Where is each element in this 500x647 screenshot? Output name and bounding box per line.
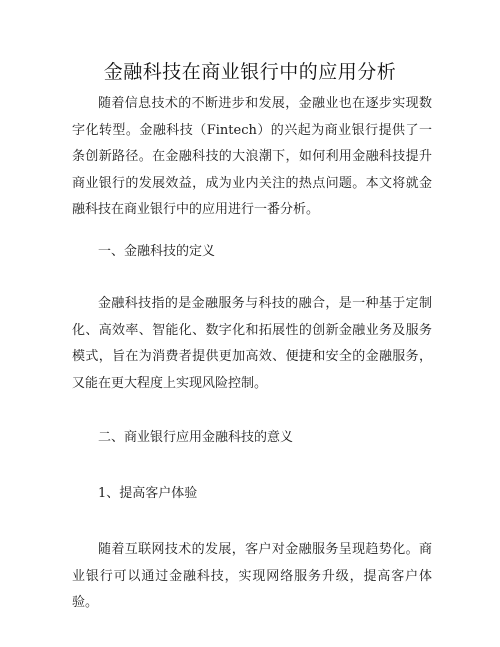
section1-paragraph: 金融科技指的是金融服务与科技的融合，是一种基于定制化、高效率、智能化、数字化和拓展性的创新金融业务及服务模式，旨在为消费者提供更加高效、便捷和安全的金融服务，又能在更大程度上实现风险控制。 <box>72 296 432 391</box>
subsection1-heading: 1、提高客户体验 <box>98 486 198 501</box>
subsection1-paragraph: 随着互联网技术的发展，客户对金融服务呈现趋势化。商业银行可以通过金融科技，实现网络服务升级，提高客户体验。 <box>72 542 432 610</box>
section1-heading: 一、金融科技的定义 <box>98 244 216 259</box>
section2-heading: 二、商业银行应用金融科技的意义 <box>98 430 294 445</box>
intro-paragraph: 随着信息技术的不断进步和发展，金融业也在逐步实现数字化转型。金融科技（Fintech）的兴起为商业银行提供了一条创新路径。在金融科技的大浪潮下，如何利用金融科技提升商业银行的发展效益，成为业内关注的热点问题。本文将就金融科技在商业银行中的应用进行一番分析。 <box>72 96 432 217</box>
document-title: 金融科技在商业银行中的应用分析 <box>103 61 397 83</box>
